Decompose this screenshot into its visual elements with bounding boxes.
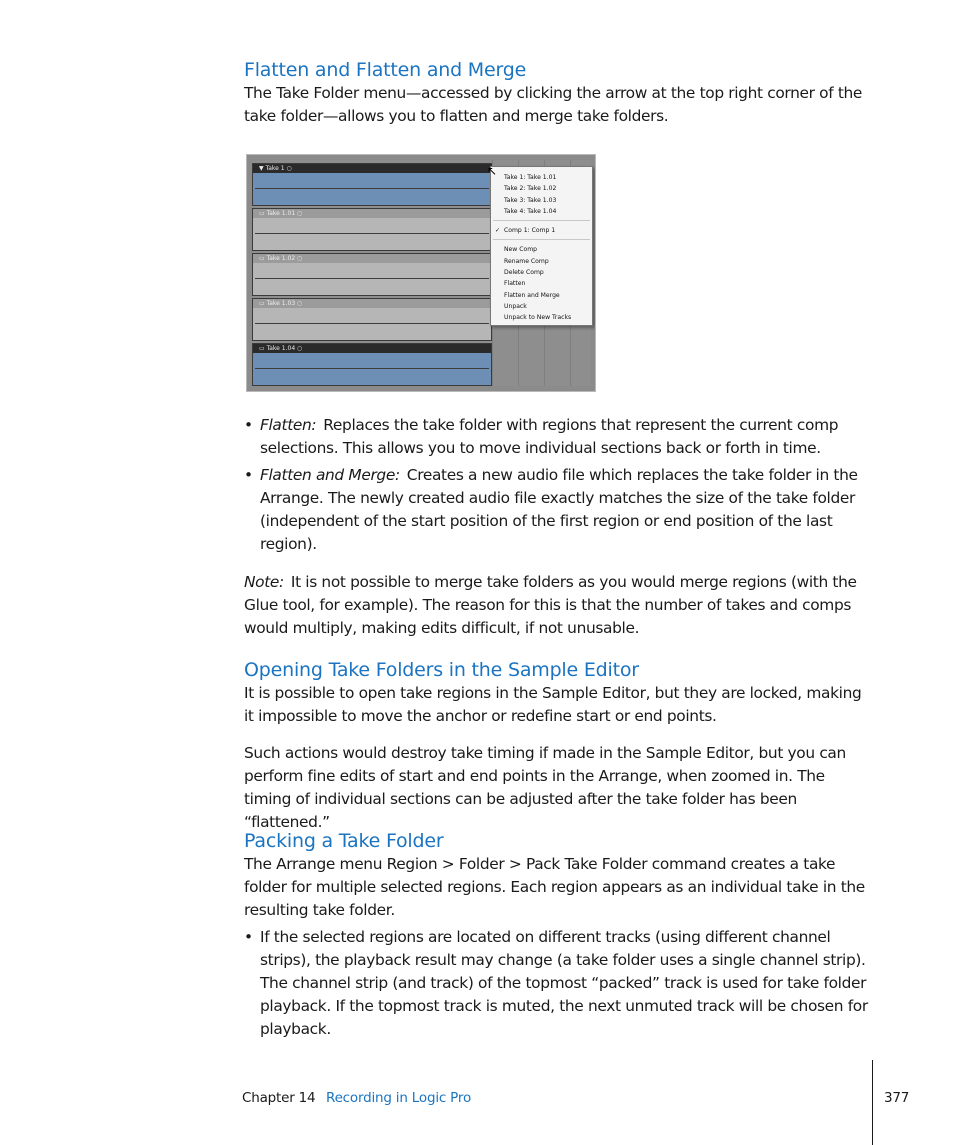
bullet-term: Flatten: xyxy=(260,416,317,434)
menu-item-take-3[interactable]: Take 3: Take 1.03 xyxy=(504,196,557,204)
menu-item-new-comp[interactable]: New Comp xyxy=(504,246,538,254)
footer-divider xyxy=(872,1060,873,1145)
lane-header: ▭ Take 1.04 ○ xyxy=(253,344,491,353)
waveform xyxy=(255,323,489,324)
checkmark-icon: ✓ xyxy=(495,227,501,235)
sample-editor-p2: Such actions would destroy take timing if made in the Sample Editor, but you can perform fine edits of start and end points in the Arrange, when zoomed in. The timing of individual sections can be adjusted after the take folder has been “flattened.” xyxy=(244,744,846,831)
arrange-area xyxy=(252,160,591,386)
menu-item-take-2[interactable]: Take 2: Take 1.02 xyxy=(504,185,557,193)
take-folder-screenshot xyxy=(246,154,596,392)
footer-chapter: Chapter 14 xyxy=(242,1090,316,1106)
sample-editor-p1: It is possible to open take regions in the Sample Editor, but they are locked, making it impossible to move the anchor or redefine start or end points. xyxy=(244,684,862,725)
arrow-cursor-icon: ↖ xyxy=(487,164,498,178)
menu-divider xyxy=(493,220,590,221)
menu-item-flatten-and-merge[interactable]: Flatten and Merge xyxy=(504,291,560,299)
menu-item-comp-1[interactable] xyxy=(491,225,592,236)
heading-sample-editor: Opening Take Folders in the Sample Editor xyxy=(244,659,639,681)
list-item xyxy=(244,464,874,556)
lane-header: ▭ Take 1.02 ○ xyxy=(253,254,491,263)
heading-flatten: Flatten and Flatten and Merge xyxy=(244,59,527,81)
bullet-text: Creates a new audio file which replaces the take folder in the Arrange. The newly created audio file exactly matches the size of the take folder (independent of the start position of the first region or end position of the last region). xyxy=(260,466,858,553)
waveform xyxy=(255,188,489,189)
bullet-text: If the selected regions are located on different tracks (using different channel strips), the playback result may change (a take folder uses a single channel strip). The channel strip (and track) of the topmost “packed” track is used for take folder playback. If the topmost track is muted, the next unmuted track will be chosen for playback. xyxy=(260,928,868,1038)
menu-item-take-4[interactable]: Take 4: Take 1.04 xyxy=(504,207,557,215)
menu-item-take-1[interactable]: Take 1: Take 1.01 xyxy=(504,174,557,181)
menu-item-flatten[interactable]: Flatten xyxy=(504,280,526,288)
flatten-intro: The Take Folder menu—accessed by clicking the arrow at the top right corner of the take folder—allows you to flatten and merge take folders. xyxy=(244,84,863,125)
waveform xyxy=(255,278,489,279)
menu-item-unpack[interactable]: Unpack xyxy=(504,302,527,310)
bullet-text: Replaces the take folder with regions that represent the current comp selections. This allows you to move individual sections back or forth in time. xyxy=(260,416,839,457)
note-paragraph xyxy=(244,571,874,640)
lane-header: ▼ Take 1 ○ xyxy=(253,164,491,173)
take-folder-lane xyxy=(252,163,492,206)
bullet-term: Flatten and Merge: xyxy=(260,466,400,484)
waveform xyxy=(255,233,489,234)
lane-header: ▭ Take 1.01 ○ xyxy=(253,209,491,218)
menu-item-unpack-to-new-tracks[interactable]: Unpack to New Tracks xyxy=(504,314,572,322)
footer-chapter-title: Recording in Logic Pro xyxy=(326,1090,472,1106)
take-folder-menu xyxy=(490,166,593,326)
section-sample-editor xyxy=(244,658,874,834)
menu-item-delete-comp[interactable]: Delete Comp xyxy=(504,269,544,277)
section-packing xyxy=(244,829,874,1045)
take-lane xyxy=(252,253,492,296)
menu-divider xyxy=(493,239,590,240)
flatten-bullets xyxy=(244,414,874,560)
take-lane xyxy=(252,298,492,341)
page-number: 377 xyxy=(884,1090,910,1106)
note-label: Note: xyxy=(244,573,284,591)
section-flatten xyxy=(244,58,874,128)
menu-item-label: Comp 1: Comp 1 xyxy=(504,227,556,235)
lane-header: ▭ Take 1.03 ○ xyxy=(253,299,491,308)
take-lane xyxy=(252,208,492,251)
heading-packing: Packing a Take Folder xyxy=(244,830,444,852)
waveform xyxy=(255,368,489,369)
packing-p1: The Arrange menu Region > Folder > Pack Take Folder command creates a take folder for multiple selected regions. Each region appears as an individual take in the resulting take folder. xyxy=(244,855,865,919)
note-text: It is not possible to merge take folders as you would merge regions (with the Glue tool, for example). The reason for this is that the number of takes and comps would multiply, making edits difficult, if not unusable. xyxy=(244,573,857,637)
list-item xyxy=(244,414,874,460)
menu-item-rename-comp[interactable]: Rename Comp xyxy=(504,257,549,265)
list-item xyxy=(244,926,874,1041)
take-lane xyxy=(252,343,492,386)
